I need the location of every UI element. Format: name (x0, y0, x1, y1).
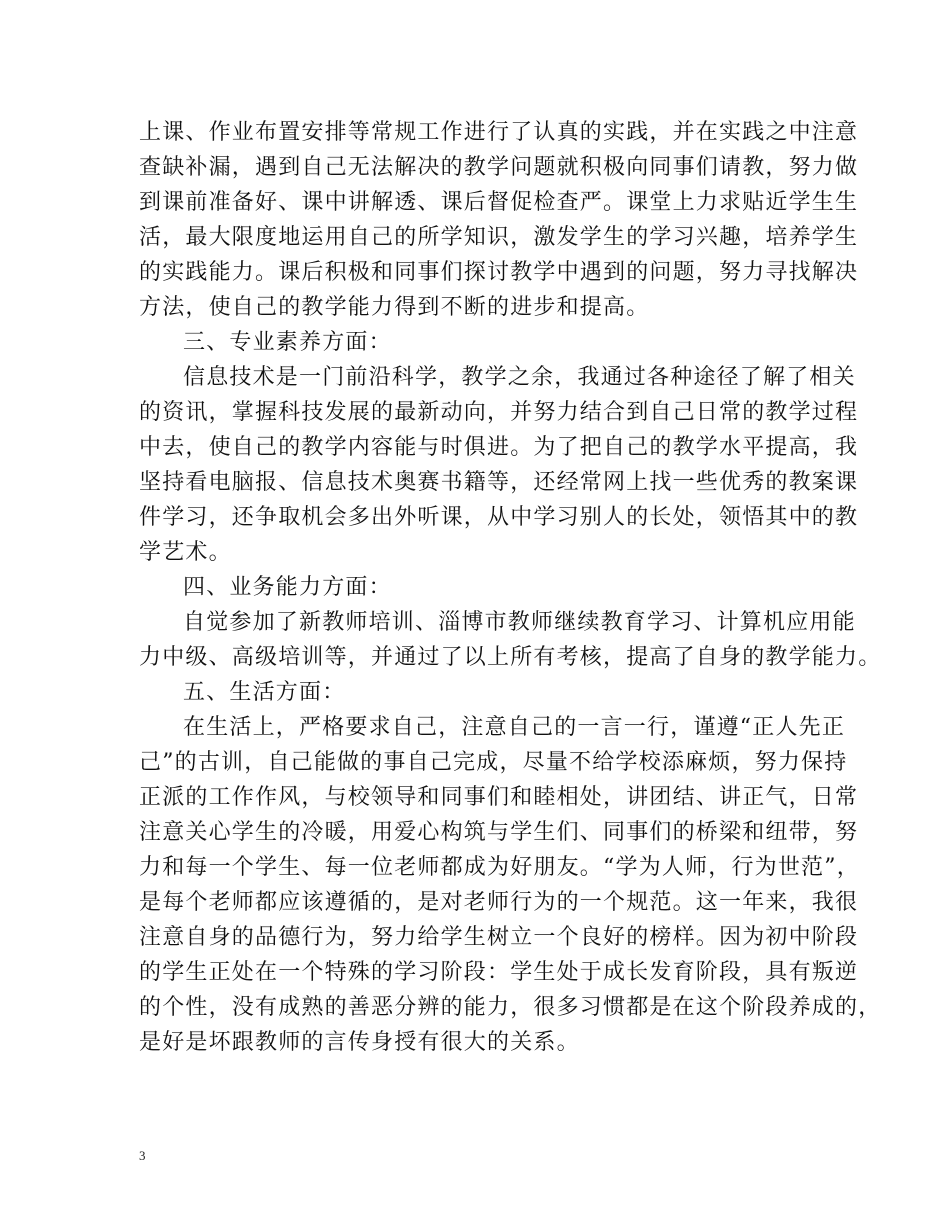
document-body (139, 115, 882, 1060)
text-line: 件学习，还争取机会多出外听课，从中学习别人的长处，领悟其中的教 (139, 505, 859, 530)
text-line: 在生活上，严格要求自己，注意自己的一言一行，谨遵“正人先正 (183, 715, 846, 740)
text-line: 到课前准备好、课中讲解透、课后督促检查严。课堂上力求贴近学生生 (139, 190, 859, 215)
text-line: 中去，使自己的教学内容能与时俱进。为了把自己的教学水平提高，我 (139, 435, 859, 460)
text-line: 注意自身的品德行为，努力给学生树立一个良好的榜样。因为初中阶段 (139, 925, 859, 950)
text-line: 己”的古训，自己能做的事自己完成，尽量不给学校添麻烦，努力保持 (139, 750, 848, 775)
page-number: 3 (139, 1148, 146, 1163)
text-line: 正派的工作作风，与校领导和同事们和睦相处，讲团结、讲正气，日常 (139, 785, 859, 810)
section-heading: 四、业务能力方面： (183, 575, 392, 600)
text-line: 学艺术。 (139, 540, 232, 565)
text-line: 信息技术是一门前沿科学，教学之余，我通过各种途径了解了相关 (183, 365, 856, 390)
text-line: 力和每一个学生、每一位老师都成为好朋友。“学为人师，行为世范”， (139, 855, 860, 880)
section-heading: 三、专业素养方面： (183, 330, 392, 355)
text-line: 是好是坏跟教师的言传身授有很大的关系。 (139, 1030, 580, 1055)
text-line: 坚持看电脑报、信息技术奥赛书籍等，还经常网上找一些优秀的教案课 (139, 470, 859, 495)
text-line: 方法，使自己的教学能力得到不断的进步和提高。 (139, 295, 650, 320)
text-line: 活，最大限度地运用自己的所学知识，激发学生的学习兴趣，培养学生 (139, 225, 859, 250)
text-line: 的个性，没有成熟的善恶分辨的能力，很多习惯都是在这个阶段养成的， (139, 995, 882, 1020)
text-line: 注意关心学生的冷暖，用爱心构筑与学生们、同事们的桥梁和纽带，努 (139, 820, 859, 845)
text-line: 自觉参加了新教师培训、淄博市教师继续教育学习、计算机应用能 (183, 610, 856, 635)
text-line: 的学生正处在一个特殊的学习阶段：学生处于成长发育阶段，具有叛逆 (139, 960, 859, 985)
text-line: 上课、作业布置安排等常规工作进行了认真的实践，并在实践之中注意 (139, 120, 859, 145)
text-line: 是每个老师都应该遵循的，是对老师行为的一个规范。这一年来，我很 (139, 890, 859, 915)
text-line: 的资讯，掌握科技发展的最新动向，并努力结合到自己日常的教学过程 (139, 400, 859, 425)
text-line: 查缺补漏，遇到自己无法解决的教学问题就积极向同事们请教，努力做 (139, 155, 859, 180)
text-line: 力中级、高级培训等，并通过了以上所有考核，提高了自身的教学能力。 (139, 645, 882, 670)
text-line: 的实践能力。课后积极和同事们探讨教学中遇到的问题，努力寻找解决 (139, 260, 859, 285)
section-heading: 五、生活方面： (183, 680, 346, 705)
